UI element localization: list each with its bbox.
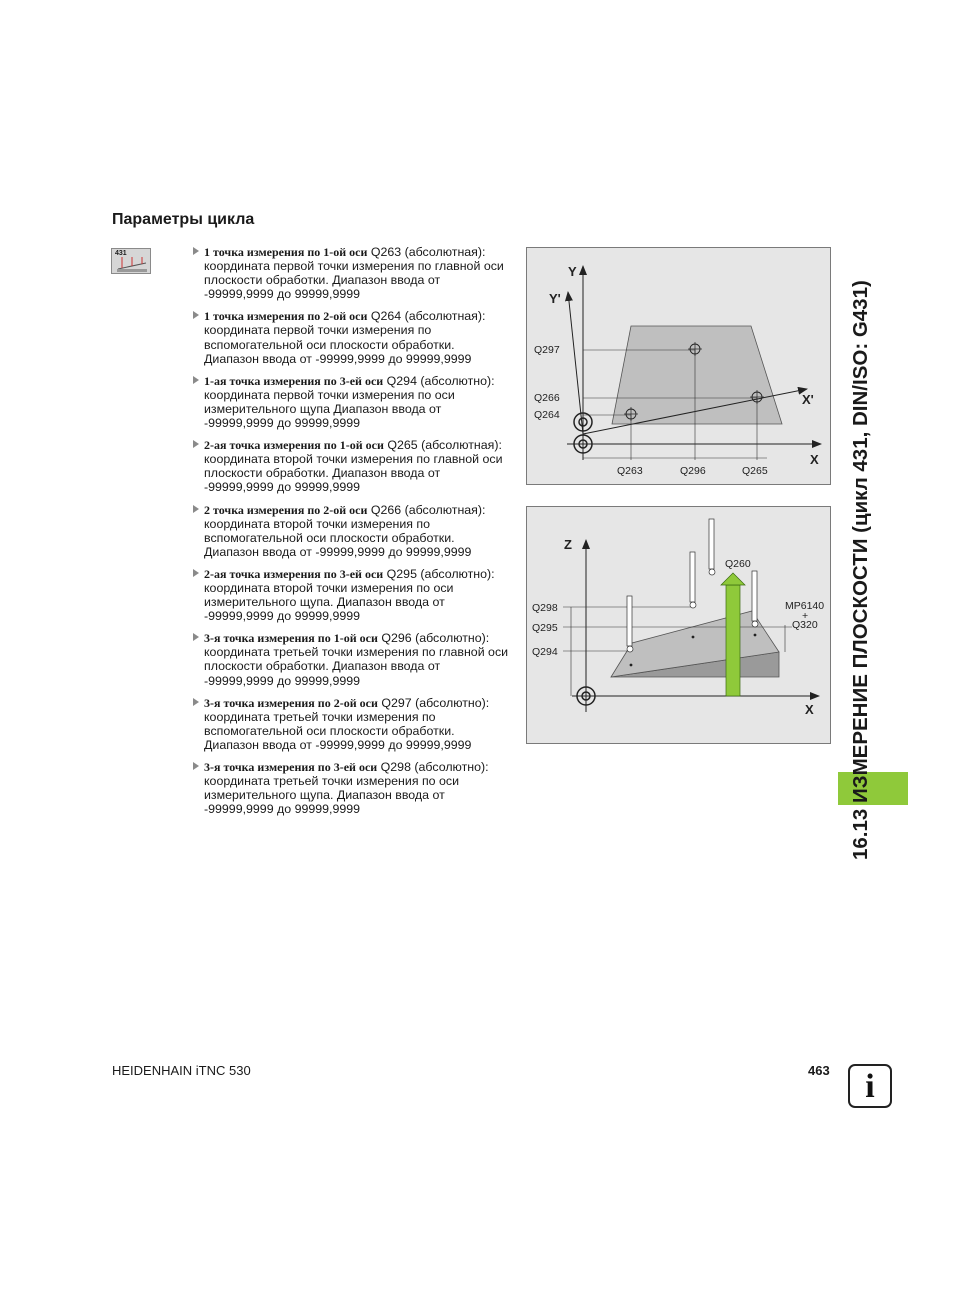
param-description: Q297 (абсолютно): координата третьей точки измерения по вспомогательной оси плоскости обработки. Диапазон ввода от -99999,9999 до 99999,9999 [204,695,490,752]
param-q264 [192,309,512,365]
chapter-side-title: 16.13 ИЗМЕРЕНИЕ ПЛОСКОСТИ (цикл 431, DIN/ISO: G431) [849,280,872,860]
info-icon: i [848,1064,892,1108]
axis-x-label: X [805,702,814,717]
param-name: 2-ая точка измерения по 3-ей оси [204,566,384,581]
param-description: Q266 (абсолютная): координата второй точки измерения по вспомогательной оси плоскости обработки. Диапазон ввода от -99999,9999 до 99999,9999 [204,502,486,559]
param-q296 [192,631,512,687]
axis-y2-label: Y' [549,291,561,306]
probe-stylus-4 [752,571,758,627]
param-description: Q296 (абсолютно): координата третьей точки измерения по главной оси плоскости обработки. Диапазон ввода от -99999,9999 до 99999,9999 [204,631,509,688]
cycle-431-icon [111,248,151,274]
param-description: Q265 (абсолютная): координата второй точки измерения по главной оси плоскости обработки. Диапазон ввода от -99999,9999 до 99999,9999 [204,438,503,495]
param-q266 [192,503,512,559]
q265-label: Q265 [742,465,768,477]
q264-label: Q264 [534,409,560,421]
axis-x-label: X [810,452,819,467]
param-q294 [192,374,512,430]
param-name: 1 точка измерения по 2-ой оси [204,309,368,324]
param-description: Q264 (абсолютная): координата первой точки измерения по вспомогательной оси плоскости обработки. Диапазон ввода от -99999,9999 до 99999,9999 [204,309,486,366]
xy-plane-figure [526,247,831,485]
cycle-icon-number: 431 [115,250,127,257]
param-description: Q294 (абсолютно): координата первой точки измерения по оси измерительного щупа Диапазон ввода от -99999,9999 до 99999,9999 [204,373,495,431]
section-title: Параметры цикла [112,211,255,228]
footer-product-name: HEIDENHAIN iTNC 530 [112,1063,251,1078]
param-name: 2 точка измерения по 2-ой оси [204,502,368,517]
workpiece-trapezoid [612,326,782,424]
bullet-arrow-icon [193,311,199,319]
param-name: 2-ая точка измерения по 1-ой оси [204,438,384,453]
param-description: Q295 (абсолютно): координата второй точки измерения по оси измерительного щупа. Диапазон ввода от -99999,9999 до 99999,9999 [204,566,495,624]
page-number: 463 [808,1063,830,1078]
xz-plane-figure [526,506,831,744]
bullet-arrow-icon [193,376,199,384]
xy-plane-diagram [527,248,832,486]
cycle-icon-graphic [112,249,152,275]
probe-stylus-2 [690,552,696,608]
param-description: Q263 (абсолютная): координата первой точки измерения по главной оси плоскости обработки. Диапазон ввода от -99999,9999 до 99999,9999 [204,245,504,302]
param-name: 3-я точка измерения по 1-ой оси [204,631,378,646]
q298-label: Q298 [532,602,558,614]
parameter-list [192,245,512,824]
param-q298 [192,760,512,816]
q260-label: Q260 [725,558,751,570]
q320-label: Q320 [792,619,818,631]
param-name: 1-ая точка измерения по 3-ей оси [204,373,384,388]
q296-label: Q296 [680,465,706,477]
param-name: 1 точка измерения по 1-ой оси [204,245,368,259]
bullet-arrow-icon [193,569,199,577]
param-q297 [192,696,512,752]
bullet-arrow-icon [193,440,199,448]
bullet-arrow-icon [193,247,199,255]
xz-plane-diagram [527,507,832,745]
param-q265 [192,438,512,494]
q297-label: Q297 [534,344,560,356]
q266-label: Q266 [534,392,560,404]
q263-label: Q263 [617,465,643,477]
bullet-arrow-icon [193,505,199,513]
axis-z-label: Z [564,537,572,552]
bullet-arrow-icon [193,762,199,770]
plus-label: + [802,610,809,622]
param-q295 [192,567,512,623]
probe-stylus-1 [627,596,633,652]
param-description: Q298 (абсолютно): координата третьей точки измерения по оси измерительного щупа. Диапазон ввода от -99999,9999 до 99999,9999 [204,760,489,817]
q295-label: Q295 [532,622,558,634]
param-name: 3-я точка измерения по 3-ей оси [204,760,378,774]
axis-x2-label: X' [802,392,814,407]
axis-y-label: Y [568,264,577,279]
param-name: 3-я точка измерения по 2-ой оси [204,695,378,710]
probe-stylus-3 [709,519,715,575]
bullet-arrow-icon [193,633,199,641]
bullet-arrow-icon [193,698,199,706]
mp6140-label: MP6140 [785,600,825,612]
param-q263 [192,245,512,301]
q294-label: Q294 [532,646,558,658]
